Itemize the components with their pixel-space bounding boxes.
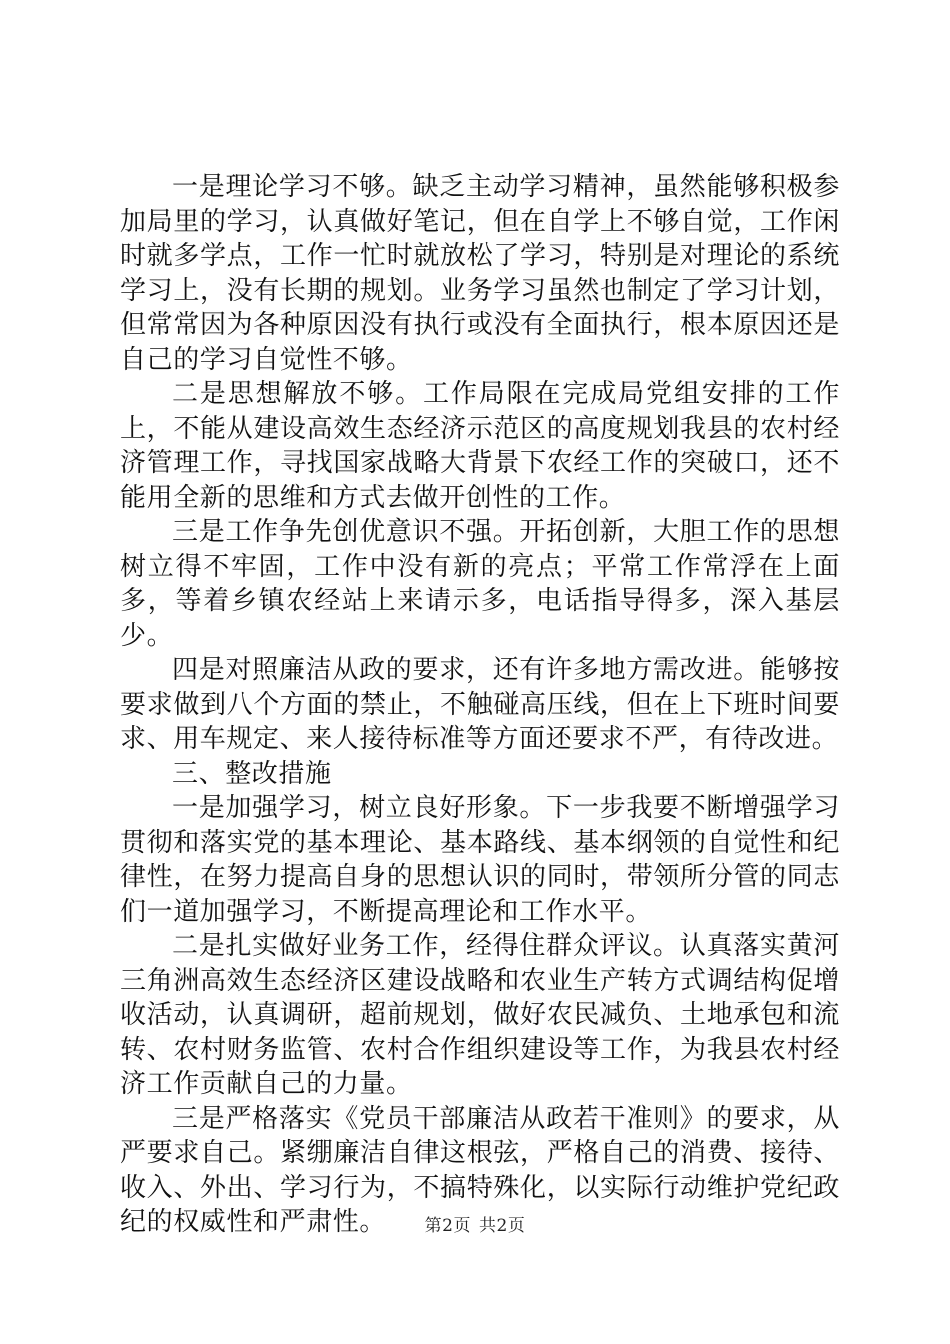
document-body [120,170,840,1240]
paragraph-integrity: 四是对照廉洁从政的要求，还有许多地方需改进。能够按要求做到八个方面的禁止，不触碰高压线，但在上下班时间要求、用车规定、来人接待标准等方面还要求不严，有待改进。 [120,655,840,754]
page-number: 第2页 [424,1216,471,1236]
section-heading-rectification: 三、整改措施 [172,758,332,789]
paragraph-strengthen-study: 一是加强学习，树立良好形象。下一步我要不断增强学习贯彻和落实党的基本理论、基本路线、基本纲领的自觉性和纪律性，在努力提高自身的思想认识的同时，带领所分管的同志们一道加强学习，不断提高理论和工作水平。 [120,793,840,927]
paragraph-thought-liberation: 二是思想解放不够。工作局限在完成局党组安排的工作上，不能从建设高效生态经济示范区的高度规划我县的农村经济管理工作，寻找国家战略大背景下农经工作的突破口，还不能用全新的思维和方式去做开创性的工作。 [120,379,840,513]
page-total: 共2页 [479,1216,526,1236]
paragraph-strict-discipline: 三是严格落实《党员干部廉洁从政若干准则》的要求，从严要求自己。紧绷廉洁自律这根弦，严格自己的消费、接待、收入、外出、学习行为，不搞特殊化，以实际行动维护党纪政纪的权威性和严肃性。 [120,1103,840,1237]
paragraph-theory-study: 一是理论学习不够。缺乏主动学习精神，虽然能够积极参加局里的学习，认真做好笔记，但在自学上不够自觉，工作闲时就多学点，工作一忙时就放松了学习，特别是对理论的系统学习上，没有长期的规划。业务学习虽然也制定了学习计划，但常常因为各种原因没有执行或没有全面执行，根本原因还是自己的学习自觉性不够。 [120,172,840,375]
page-footer [0,1211,950,1236]
paragraph-excellence-awareness: 三是工作争先创优意识不强。开拓创新，大胆工作的思想树立得不牢固，工作中没有新的亮点；平常工作常浮在上面多，等着乡镇农经站上来请示多，电话指导得多，深入基层少。 [120,517,840,651]
paragraph-business-work: 二是扎实做好业务工作，经得住群众评议。认真落实黄河三角洲高效生态经济区建设战略和农业生产转方式调结构促增收活动，认真调研，超前规划，做好农民减负、土地承包和流转、农村财务监管、农村合作组织建设等工作，为我县农村经济工作贡献自己的力量。 [120,931,840,1099]
